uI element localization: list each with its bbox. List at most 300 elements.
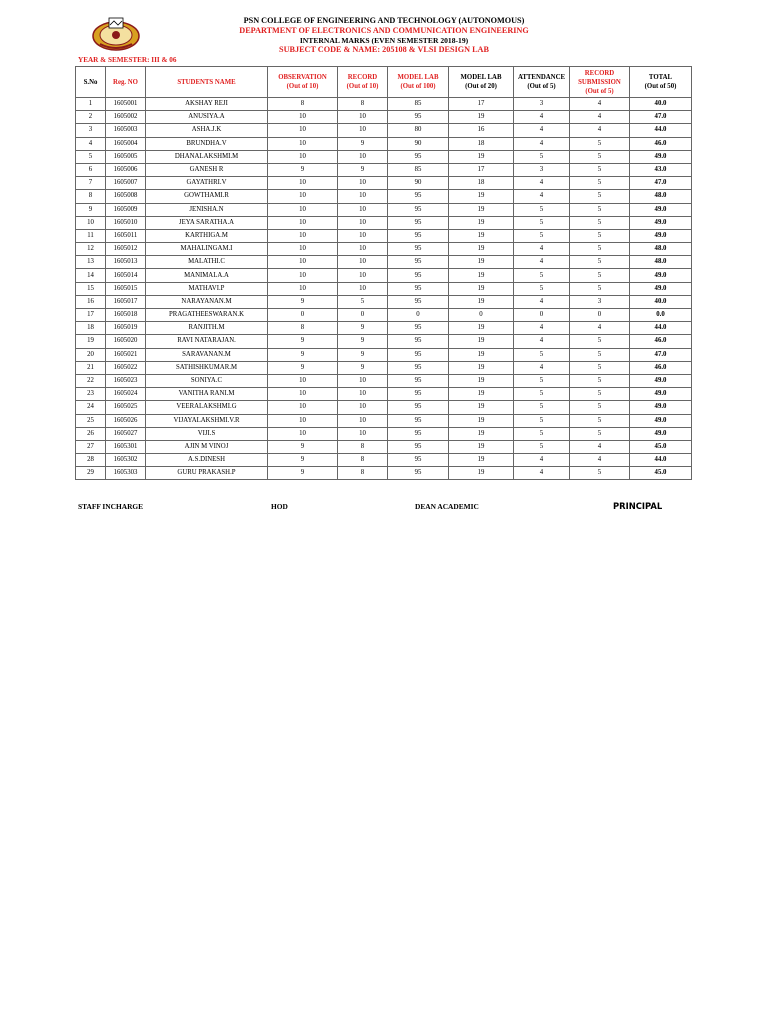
attendance-cell: 5: [514, 229, 570, 242]
regno-cell: 1605022: [106, 361, 146, 374]
record-cell: 0: [338, 309, 388, 322]
table-row: [76, 467, 692, 480]
sno-cell: 18: [76, 322, 106, 335]
attendance-cell: 4: [514, 111, 570, 124]
observation-cell: 9: [268, 361, 338, 374]
student-name-cell: MATHAVI.P: [146, 282, 268, 295]
regno-cell: 1605001: [106, 98, 146, 111]
model-lab-20-cell: 18: [449, 137, 514, 150]
regno-cell: 1605005: [106, 150, 146, 163]
record-submission-cell: 4: [570, 111, 630, 124]
model-lab-100-cell: 95: [388, 335, 449, 348]
model-lab-100-cell: 0: [388, 309, 449, 322]
sno-cell: 3: [76, 124, 106, 137]
student-name-cell: ANUSIYA.A: [146, 111, 268, 124]
student-name-cell: ASHA.J.K: [146, 124, 268, 137]
model-lab-100-cell: 95: [388, 374, 449, 387]
sno-cell: 12: [76, 243, 106, 256]
col-header-record: RECORD (Out of 10): [338, 67, 388, 98]
regno-cell: 1605002: [106, 111, 146, 124]
regno-cell: 1605011: [106, 229, 146, 242]
table-row: [76, 282, 692, 295]
record-submission-cell: 5: [570, 216, 630, 229]
regno-cell: 1605008: [106, 190, 146, 203]
model-lab-20-cell: 19: [449, 348, 514, 361]
subject-title: SUBJECT CODE & NAME: 205108 & VLSI DESIGN LAB: [279, 45, 489, 54]
record-cell: 10: [338, 269, 388, 282]
table-row: [76, 427, 692, 440]
sno-cell: 14: [76, 269, 106, 282]
regno-cell: 1605019: [106, 322, 146, 335]
record-cell: 10: [338, 427, 388, 440]
observation-cell: 9: [268, 163, 338, 176]
model-lab-100-cell: 95: [388, 322, 449, 335]
attendance-cell: 4: [514, 295, 570, 308]
student-name-cell: AJIN M VINOJ: [146, 440, 268, 453]
record-submission-cell: 5: [570, 401, 630, 414]
total-cell: 49.0: [630, 282, 692, 295]
attendance-cell: 4: [514, 190, 570, 203]
student-name-cell: BRUNDHA.V: [146, 137, 268, 150]
model-lab-20-cell: 19: [449, 111, 514, 124]
record-submission-cell: 5: [570, 163, 630, 176]
record-submission-cell: 5: [570, 467, 630, 480]
model-lab-20-cell: 19: [449, 203, 514, 216]
model-lab-100-cell: 90: [388, 177, 449, 190]
exam-title: INTERNAL MARKS (EVEN SEMESTER 2018-19): [299, 36, 469, 45]
sno-cell: 25: [76, 414, 106, 427]
table-row: [76, 150, 692, 163]
table-row: [76, 309, 692, 322]
record-cell: 10: [338, 243, 388, 256]
table-row: [76, 361, 692, 374]
record-submission-cell: 5: [570, 361, 630, 374]
col-header-observation: OBSERVATION (Out of 10): [268, 67, 338, 98]
record-cell: 10: [338, 177, 388, 190]
model-lab-20-cell: 19: [449, 216, 514, 229]
total-cell: 49.0: [630, 269, 692, 282]
record-submission-cell: 5: [570, 414, 630, 427]
sno-cell: 6: [76, 163, 106, 176]
record-cell: 10: [338, 150, 388, 163]
table-row: [76, 414, 692, 427]
sno-cell: 4: [76, 137, 106, 150]
model-lab-100-cell: 95: [388, 454, 449, 467]
record-cell: 5: [338, 295, 388, 308]
col-header-attendance: ATTENDANCE (Out of 5): [514, 67, 570, 98]
student-name-cell: MALATHI.C: [146, 256, 268, 269]
table-header-row: [76, 67, 692, 98]
table-row: [76, 111, 692, 124]
observation-cell: 10: [268, 190, 338, 203]
year-semester: YEAR & SEMESTER: III & 06: [78, 56, 177, 64]
observation-cell: 9: [268, 454, 338, 467]
sno-cell: 20: [76, 348, 106, 361]
model-lab-100-cell: 95: [388, 216, 449, 229]
observation-cell: 10: [268, 427, 338, 440]
observation-cell: 10: [268, 229, 338, 242]
sno-cell: 17: [76, 309, 106, 322]
sno-cell: 26: [76, 427, 106, 440]
record-cell: 8: [338, 467, 388, 480]
sno-cell: 28: [76, 454, 106, 467]
record-cell: 10: [338, 374, 388, 387]
model-lab-20-cell: 19: [449, 388, 514, 401]
record-cell: 10: [338, 111, 388, 124]
total-cell: 48.0: [630, 243, 692, 256]
sno-cell: 21: [76, 361, 106, 374]
model-lab-20-cell: 19: [449, 322, 514, 335]
attendance-cell: 4: [514, 322, 570, 335]
observation-cell: 10: [268, 401, 338, 414]
attendance-cell: 0: [514, 309, 570, 322]
record-cell: 10: [338, 282, 388, 295]
regno-cell: 1605023: [106, 374, 146, 387]
sno-cell: 2: [76, 111, 106, 124]
record-submission-cell: 4: [570, 98, 630, 111]
model-lab-100-cell: 95: [388, 388, 449, 401]
record-cell: 10: [338, 124, 388, 137]
table-row: [76, 295, 692, 308]
model-lab-100-cell: 95: [388, 295, 449, 308]
attendance-cell: 5: [514, 414, 570, 427]
regno-cell: 1605009: [106, 203, 146, 216]
attendance-cell: 4: [514, 454, 570, 467]
attendance-cell: 5: [514, 203, 570, 216]
record-cell: 9: [338, 361, 388, 374]
staff-incharge-signature: STAFF INCHARGE: [78, 502, 144, 511]
model-lab-20-cell: 17: [449, 163, 514, 176]
observation-cell: 10: [268, 203, 338, 216]
table-row: [76, 229, 692, 242]
total-cell: 49.0: [630, 427, 692, 440]
regno-cell: 1605012: [106, 243, 146, 256]
col-header-sno: S.No: [76, 67, 106, 98]
observation-cell: 10: [268, 414, 338, 427]
sno-cell: 29: [76, 467, 106, 480]
table-row: [76, 322, 692, 335]
hod-signature: HOD: [271, 502, 288, 511]
model-lab-100-cell: 95: [388, 190, 449, 203]
observation-cell: 9: [268, 467, 338, 480]
total-cell: 49.0: [630, 414, 692, 427]
table-row: [76, 348, 692, 361]
record-submission-cell: 3: [570, 295, 630, 308]
attendance-cell: 4: [514, 177, 570, 190]
record-cell: 8: [338, 454, 388, 467]
table-row: [76, 335, 692, 348]
table-row: [76, 401, 692, 414]
model-lab-100-cell: 95: [388, 282, 449, 295]
record-submission-cell: 5: [570, 243, 630, 256]
record-submission-cell: 5: [570, 150, 630, 163]
regno-cell: 1605302: [106, 454, 146, 467]
observation-cell: 8: [268, 98, 338, 111]
attendance-cell: 4: [514, 256, 570, 269]
sno-cell: 19: [76, 335, 106, 348]
record-submission-cell: 5: [570, 348, 630, 361]
regno-cell: 1605004: [106, 137, 146, 150]
record-submission-cell: 5: [570, 203, 630, 216]
model-lab-20-cell: 17: [449, 98, 514, 111]
record-submission-cell: 5: [570, 190, 630, 203]
total-cell: 49.0: [630, 401, 692, 414]
model-lab-100-cell: 95: [388, 150, 449, 163]
model-lab-20-cell: 19: [449, 229, 514, 242]
marks-table-body: [76, 98, 692, 480]
regno-cell: 1605006: [106, 163, 146, 176]
sno-cell: 27: [76, 440, 106, 453]
sno-cell: 7: [76, 177, 106, 190]
record-submission-cell: 0: [570, 309, 630, 322]
record-cell: 9: [338, 322, 388, 335]
total-cell: 47.0: [630, 111, 692, 124]
model-lab-20-cell: 19: [449, 150, 514, 163]
record-cell: 10: [338, 388, 388, 401]
total-cell: 44.0: [630, 124, 692, 137]
total-cell: 43.0: [630, 163, 692, 176]
model-lab-20-cell: 19: [449, 374, 514, 387]
total-cell: 47.0: [630, 177, 692, 190]
student-name-cell: MAHALINGAM.I: [146, 243, 268, 256]
table-row: [76, 124, 692, 137]
student-name-cell: MANIMALA.A: [146, 269, 268, 282]
table-row: [76, 190, 692, 203]
total-cell: 45.0: [630, 467, 692, 480]
observation-cell: 10: [268, 282, 338, 295]
student-name-cell: VIJI.S: [146, 427, 268, 440]
model-lab-100-cell: 95: [388, 440, 449, 453]
model-lab-100-cell: 85: [388, 163, 449, 176]
record-submission-cell: 5: [570, 388, 630, 401]
record-submission-cell: 5: [570, 177, 630, 190]
sno-cell: 24: [76, 401, 106, 414]
table-row: [76, 163, 692, 176]
sno-cell: 9: [76, 203, 106, 216]
total-cell: 48.0: [630, 256, 692, 269]
regno-cell: 1605020: [106, 335, 146, 348]
attendance-cell: 5: [514, 348, 570, 361]
record-submission-cell: 5: [570, 137, 630, 150]
attendance-cell: 4: [514, 335, 570, 348]
model-lab-100-cell: 95: [388, 361, 449, 374]
model-lab-100-cell: 85: [388, 98, 449, 111]
observation-cell: 10: [268, 111, 338, 124]
model-lab-100-cell: 95: [388, 256, 449, 269]
student-name-cell: JEYA SARATHA.A: [146, 216, 268, 229]
total-cell: 44.0: [630, 322, 692, 335]
sno-cell: 16: [76, 295, 106, 308]
regno-cell: 1605018: [106, 309, 146, 322]
record-cell: 9: [338, 137, 388, 150]
student-name-cell: PRAGATHEESWARAN.K: [146, 309, 268, 322]
model-lab-20-cell: 19: [449, 295, 514, 308]
student-name-cell: AKSHAY REJI: [146, 98, 268, 111]
regno-cell: 1605025: [106, 401, 146, 414]
record-cell: 10: [338, 229, 388, 242]
attendance-cell: 5: [514, 401, 570, 414]
regno-cell: 1605301: [106, 440, 146, 453]
student-name-cell: RAVI NATARAJAN.: [146, 335, 268, 348]
model-lab-20-cell: 19: [449, 414, 514, 427]
model-lab-100-cell: 95: [388, 348, 449, 361]
total-cell: 46.0: [630, 137, 692, 150]
observation-cell: 9: [268, 440, 338, 453]
total-cell: 49.0: [630, 229, 692, 242]
model-lab-20-cell: 18: [449, 177, 514, 190]
table-row: [76, 388, 692, 401]
observation-cell: 0: [268, 309, 338, 322]
attendance-cell: 5: [514, 269, 570, 282]
student-name-cell: GANESH R: [146, 163, 268, 176]
table-row: [76, 374, 692, 387]
model-lab-20-cell: 0: [449, 309, 514, 322]
model-lab-100-cell: 95: [388, 401, 449, 414]
attendance-cell: 5: [514, 440, 570, 453]
observation-cell: 10: [268, 243, 338, 256]
model-lab-20-cell: 19: [449, 361, 514, 374]
record-cell: 8: [338, 440, 388, 453]
student-name-cell: GURU PRAKASH.P: [146, 467, 268, 480]
col-header-model-lab-20: MODEL LAB (Out of 20): [449, 67, 514, 98]
record-submission-cell: 4: [570, 440, 630, 453]
record-cell: 10: [338, 203, 388, 216]
student-name-cell: GAYATHRI.V: [146, 177, 268, 190]
total-cell: 46.0: [630, 335, 692, 348]
regno-cell: 1605303: [106, 467, 146, 480]
attendance-cell: 4: [514, 467, 570, 480]
table-row: [76, 137, 692, 150]
total-cell: 40.0: [630, 295, 692, 308]
attendance-cell: 5: [514, 374, 570, 387]
student-name-cell: A.S.DINESH: [146, 454, 268, 467]
sno-cell: 1: [76, 98, 106, 111]
observation-cell: 8: [268, 322, 338, 335]
model-lab-100-cell: 95: [388, 414, 449, 427]
model-lab-20-cell: 19: [449, 401, 514, 414]
observation-cell: 10: [268, 177, 338, 190]
regno-cell: 1605013: [106, 256, 146, 269]
student-name-cell: SARAVANAN.M: [146, 348, 268, 361]
col-header-regno: Reg. NO: [106, 67, 146, 98]
dean-academic-signature: DEAN ACADEMIC: [415, 502, 479, 511]
student-name-cell: NARAYANAN.M: [146, 295, 268, 308]
attendance-cell: 5: [514, 282, 570, 295]
student-name-cell: GOWTHAMI.R: [146, 190, 268, 203]
regno-cell: 1605021: [106, 348, 146, 361]
record-submission-cell: 5: [570, 256, 630, 269]
model-lab-20-cell: 19: [449, 243, 514, 256]
model-lab-20-cell: 19: [449, 454, 514, 467]
model-lab-20-cell: 19: [449, 440, 514, 453]
observation-cell: 10: [268, 137, 338, 150]
record-submission-cell: 5: [570, 427, 630, 440]
model-lab-20-cell: 19: [449, 282, 514, 295]
total-cell: 40.0: [630, 98, 692, 111]
observation-cell: 9: [268, 335, 338, 348]
observation-cell: 9: [268, 295, 338, 308]
table-row: [76, 203, 692, 216]
model-lab-20-cell: 19: [449, 256, 514, 269]
sno-cell: 8: [76, 190, 106, 203]
observation-cell: 10: [268, 269, 338, 282]
col-header-name: STUDENTS NAME: [146, 67, 268, 98]
sno-cell: 10: [76, 216, 106, 229]
record-submission-cell: 5: [570, 374, 630, 387]
college-name: PSN COLLEGE OF ENGINEERING AND TECHNOLOGY (AUTONOMOUS): [243, 16, 525, 25]
col-header-total: TOTAL (Out of 50): [630, 67, 692, 98]
total-cell: 49.0: [630, 388, 692, 401]
record-submission-cell: 5: [570, 269, 630, 282]
model-lab-100-cell: 90: [388, 137, 449, 150]
regno-cell: 1605014: [106, 269, 146, 282]
regno-cell: 1605027: [106, 427, 146, 440]
record-cell: 9: [338, 163, 388, 176]
table-row: [76, 177, 692, 190]
observation-cell: 10: [268, 374, 338, 387]
observation-cell: 10: [268, 150, 338, 163]
regno-cell: 1605017: [106, 295, 146, 308]
table-row: [76, 256, 692, 269]
table-row: [76, 98, 692, 111]
col-header-model-lab-100: MODEL LAB (Out of 100): [388, 67, 449, 98]
table-row: [76, 269, 692, 282]
attendance-cell: 5: [514, 388, 570, 401]
attendance-cell: 4: [514, 137, 570, 150]
regno-cell: 1605026: [106, 414, 146, 427]
student-name-cell: JENISHA.N: [146, 203, 268, 216]
attendance-cell: 3: [514, 163, 570, 176]
total-cell: 49.0: [630, 150, 692, 163]
sno-cell: 11: [76, 229, 106, 242]
model-lab-20-cell: 16: [449, 124, 514, 137]
total-cell: 49.0: [630, 216, 692, 229]
student-name-cell: SONIYA.C: [146, 374, 268, 387]
attendance-cell: 5: [514, 150, 570, 163]
regno-cell: 1605003: [106, 124, 146, 137]
observation-cell: 10: [268, 256, 338, 269]
model-lab-100-cell: 95: [388, 203, 449, 216]
sno-cell: 22: [76, 374, 106, 387]
total-cell: 49.0: [630, 203, 692, 216]
record-cell: 10: [338, 414, 388, 427]
marks-table: [75, 66, 692, 480]
student-name-cell: VIJAYALAKSHMI.V.R: [146, 414, 268, 427]
sno-cell: 23: [76, 388, 106, 401]
record-cell: 10: [338, 256, 388, 269]
regno-cell: 1605010: [106, 216, 146, 229]
record-submission-cell: 5: [570, 229, 630, 242]
record-submission-cell: 4: [570, 454, 630, 467]
attendance-cell: 4: [514, 361, 570, 374]
observation-cell: 10: [268, 388, 338, 401]
model-lab-100-cell: 95: [388, 269, 449, 282]
attendance-cell: 5: [514, 427, 570, 440]
attendance-cell: 4: [514, 124, 570, 137]
student-name-cell: SATHISHKUMAR.M: [146, 361, 268, 374]
department-name: DEPARTMENT OF ELECTRONICS AND COMMUNICATION ENGINEERING: [239, 26, 529, 35]
model-lab-100-cell: 95: [388, 467, 449, 480]
record-cell: 10: [338, 401, 388, 414]
model-lab-100-cell: 95: [388, 111, 449, 124]
total-cell: 44.0: [630, 454, 692, 467]
record-submission-cell: 5: [570, 335, 630, 348]
record-submission-cell: 4: [570, 322, 630, 335]
total-cell: 47.0: [630, 348, 692, 361]
model-lab-20-cell: 19: [449, 269, 514, 282]
table-row: [76, 440, 692, 453]
record-cell: 8: [338, 98, 388, 111]
